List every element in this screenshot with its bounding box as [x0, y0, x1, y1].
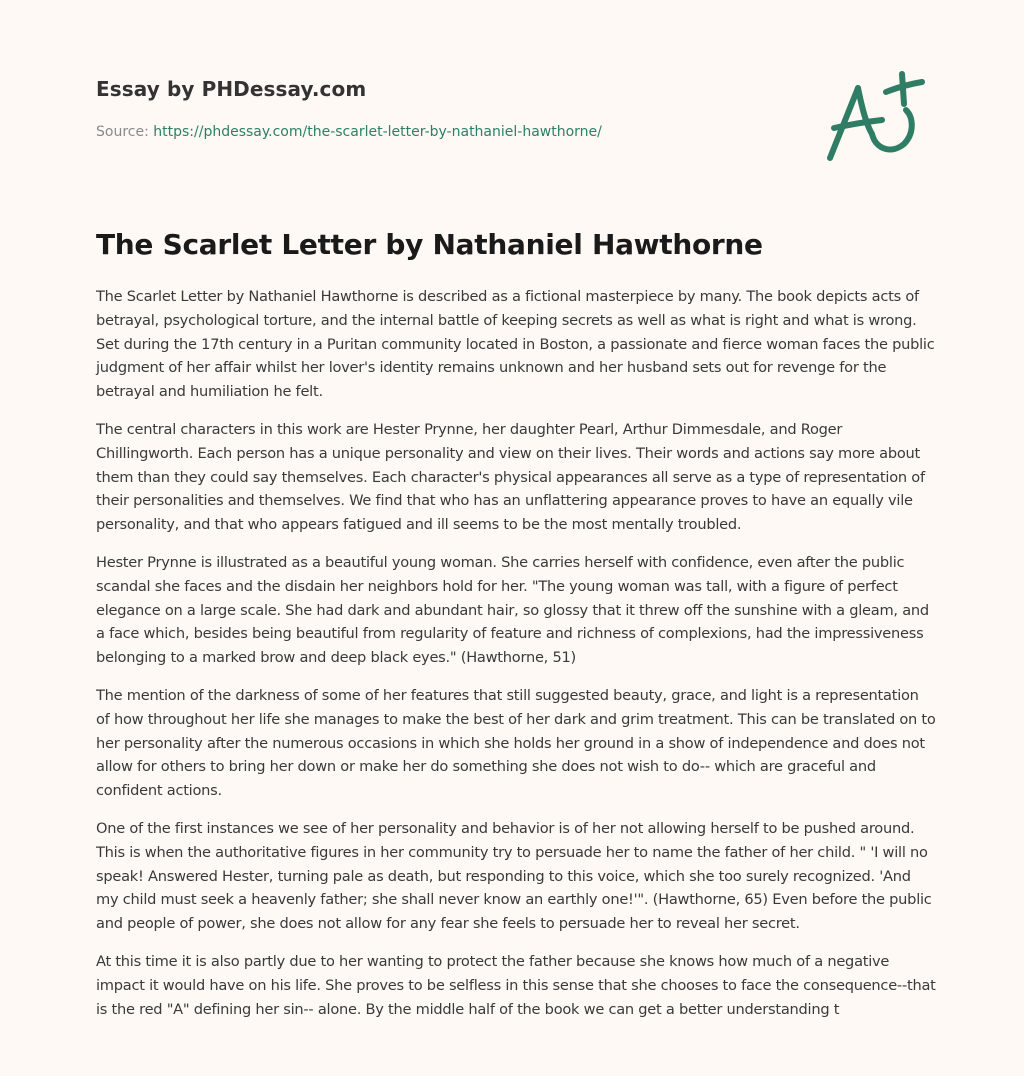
- site-brand: Essay by PHDessay.com: [96, 77, 367, 101]
- source-label: Source:: [96, 124, 149, 140]
- paragraph: The central characters in this work are Hester Prynne, her daughter Pearl, Arthur Dimmesdale, and Roger Chillingworth. Each person has a unique personality and view on their lives. Their words and actions say more about them than they could say themselves. Each character's physical appearances all serve as a type of representation of their personalities and themselves. We find that who has an unflattering appearance proves to have an equally vile personality, and that who appears fatigued and ill seems to be the most mentally troubled.: [96, 420, 925, 534]
- paragraph: One of the first instances we see of her personality and behavior is of her not allowing herself to be pushed around. This is when the authoritative figures in her community try to persuade her to name the father of her child. " 'I will no speak! Answered Hester, turning pale as death, but responding to this voice, which she too surely recognized. 'And my child must seek a heavenly father; she shall never know an earthly one!'". (Hawthorne, 65) Even before the public and people of power, she does not allow for any fear she feels to persuade her to reveal her secret.: [96, 819, 932, 933]
- paragraph: At this time it is also partly due to her wanting to protect the father because she knows how much of a negative impact it would have on his life. She proves to be selfless in this sense that she chooses to face the consequence--that is the red "A" defining her sin-- alone. By the middle half of the book we can get a better understanding t: [96, 952, 936, 1018]
- essay-title: The Scarlet Letter by Nathaniel Hawthorne: [96, 228, 763, 261]
- a-plus-grade-icon: [822, 68, 932, 164]
- source-line: [96, 124, 602, 140]
- paragraph: Hester Prynne is illustrated as a beautiful young woman. She carries herself with confidence, even after the public scandal she faces and the disdain her neighbors hold for her. "The young woman was tall, with a figure of perfect elegance on a large scale. She had dark and abundant hair, so glossy that it threw off the sunshine with a gleam, and a face which, besides being beautiful from regularity of feature and richness of complexions, had the impressiveness belonging to a marked brow and deep black eyes." (Hawthorne, 51): [96, 553, 929, 667]
- paragraph: The Scarlet Letter by Nathaniel Hawthorne is described as a fictional masterpiece by many. The book depicts acts of betrayal, psychological torture, and the internal battle of keeping secrets as well as what is right and what is wrong. Set during the 17th century in a Puritan community located in Boston, a passionate and fierce woman faces the public judgment of her affair whilst her lover's identity remains unknown and her husband sets out for revenge for the betrayal and humiliation he felt.: [96, 288, 935, 401]
- essay-body: [96, 285, 936, 1035]
- source-link[interactable]: https://phdessay.com/the-scarlet-letter-by-nathaniel-hawthorne/: [153, 124, 602, 140]
- paragraph: The mention of the darkness of some of her features that still suggested beauty, grace, and light is a representation of how throughout her life she manages to make the best of her dark and grim treatment. This can be translated on to her personality after the numerous occasions in which she holds her ground in a show of independence and does not allow for others to bring her down or make her do something she does not wish to do-- which are graceful and confident actions.: [96, 686, 936, 800]
